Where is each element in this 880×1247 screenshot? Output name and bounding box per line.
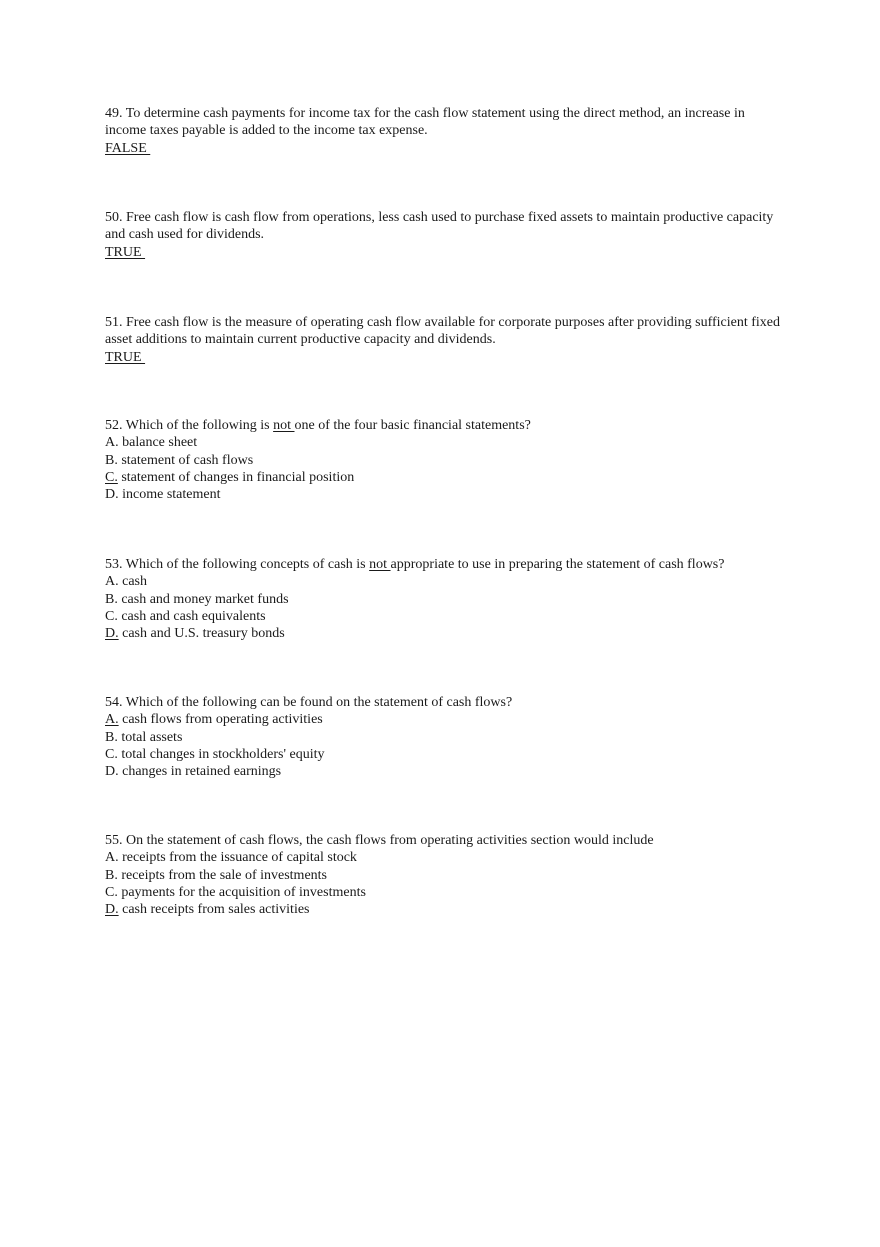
- answer-label: [105, 349, 785, 366]
- option-d: [105, 901, 785, 918]
- option-text: payments for the acquisition of investments: [117, 884, 366, 900]
- option-letter: A.: [105, 574, 119, 590]
- option-text: statement of cash flows: [117, 452, 254, 468]
- option-a: [105, 573, 785, 590]
- option-letter: A.: [105, 850, 119, 866]
- option-letter: D.: [105, 764, 119, 780]
- stem-text: one of the four basic financial statements?: [294, 418, 531, 433]
- answer-label: [105, 140, 785, 157]
- option-c: [105, 608, 785, 625]
- option-text: statement of changes in financial position: [117, 469, 355, 485]
- option-letter: C.: [105, 884, 118, 900]
- question-stem: [105, 417, 785, 434]
- option-letter-correct: D.: [105, 626, 119, 642]
- option-a: [105, 711, 785, 728]
- option-text: cash and cash equivalents: [117, 608, 266, 624]
- option-letter: D.: [105, 487, 119, 503]
- option-letter: B.: [105, 452, 118, 468]
- answer-label: [105, 244, 785, 261]
- option-letter-correct: A.: [105, 712, 119, 728]
- option-d: [105, 486, 785, 503]
- question-54: [105, 694, 785, 780]
- option-b: [105, 867, 785, 884]
- answer-value: TRUE: [105, 349, 146, 365]
- option-b: [105, 729, 785, 746]
- option-text: cash flows from operating activities: [118, 712, 323, 728]
- option-d: [105, 625, 785, 642]
- option-c: [105, 746, 785, 763]
- option-d: [105, 763, 785, 780]
- stem-text: 53. Which of the following concepts of cash is: [105, 557, 370, 572]
- option-text: receipts from the issuance of capital stock: [118, 850, 357, 866]
- option-letter: C.: [105, 608, 118, 624]
- option-c: [105, 469, 785, 486]
- option-letter-correct: D.: [105, 902, 119, 918]
- question-53: [105, 556, 785, 642]
- question-50: [105, 209, 785, 261]
- option-text: cash: [118, 574, 148, 590]
- option-letter: B.: [105, 729, 118, 745]
- option-text: total assets: [117, 729, 183, 745]
- option-c: [105, 884, 785, 901]
- option-text: cash receipts from sales activities: [118, 902, 310, 918]
- option-text: balance sheet: [118, 435, 198, 451]
- option-letter: A.: [105, 435, 119, 451]
- question-stem: 55. On the statement of cash flows, the cash flows from operating activities section would include: [105, 833, 654, 848]
- question-stem: 50. Free cash flow is cash flow from operations, less cash used to purchase fixed assets to maintain productive capacity and cash used for dividends.: [105, 210, 774, 243]
- answer-value: TRUE: [105, 244, 146, 260]
- question-55: [105, 832, 785, 918]
- option-b: [105, 591, 785, 608]
- option-letter: C.: [105, 746, 118, 762]
- stem-emphasis: not: [273, 418, 295, 433]
- option-text: changes in retained earnings: [118, 764, 282, 780]
- option-a: [105, 849, 785, 866]
- stem-text: 52. Which of the following is: [105, 418, 274, 433]
- question-51: [105, 314, 785, 366]
- answer-value: FALSE: [105, 140, 151, 156]
- option-text: cash and money market funds: [117, 591, 289, 607]
- option-letter: B.: [105, 591, 118, 607]
- question-stem: 49. To determine cash payments for income tax for the cash flow statement using the direct method, an increase in income taxes payable is added to the income tax expense.: [105, 106, 745, 139]
- question-49: [105, 105, 785, 157]
- question-stem: [105, 556, 785, 573]
- option-a: [105, 434, 785, 451]
- question-stem: 51. Free cash flow is the measure of operating cash flow available for corporate purposes after providing sufficient fixed asset additions to maintain current productive capacity and dividends.: [105, 315, 781, 348]
- option-text: income statement: [118, 487, 221, 503]
- question-stem: 54. Which of the following can be found on the statement of cash flows?: [105, 695, 513, 710]
- option-text: cash and U.S. treasury bonds: [118, 626, 285, 642]
- question-52: [105, 417, 785, 503]
- option-letter: B.: [105, 867, 118, 883]
- option-b: [105, 452, 785, 469]
- stem-text: appropriate to use in preparing the statement of cash flows?: [390, 557, 725, 572]
- option-text: total changes in stockholders' equity: [117, 746, 325, 762]
- option-letter-correct: C.: [105, 469, 118, 485]
- option-text: receipts from the sale of investments: [117, 867, 328, 883]
- stem-emphasis: not: [369, 557, 391, 572]
